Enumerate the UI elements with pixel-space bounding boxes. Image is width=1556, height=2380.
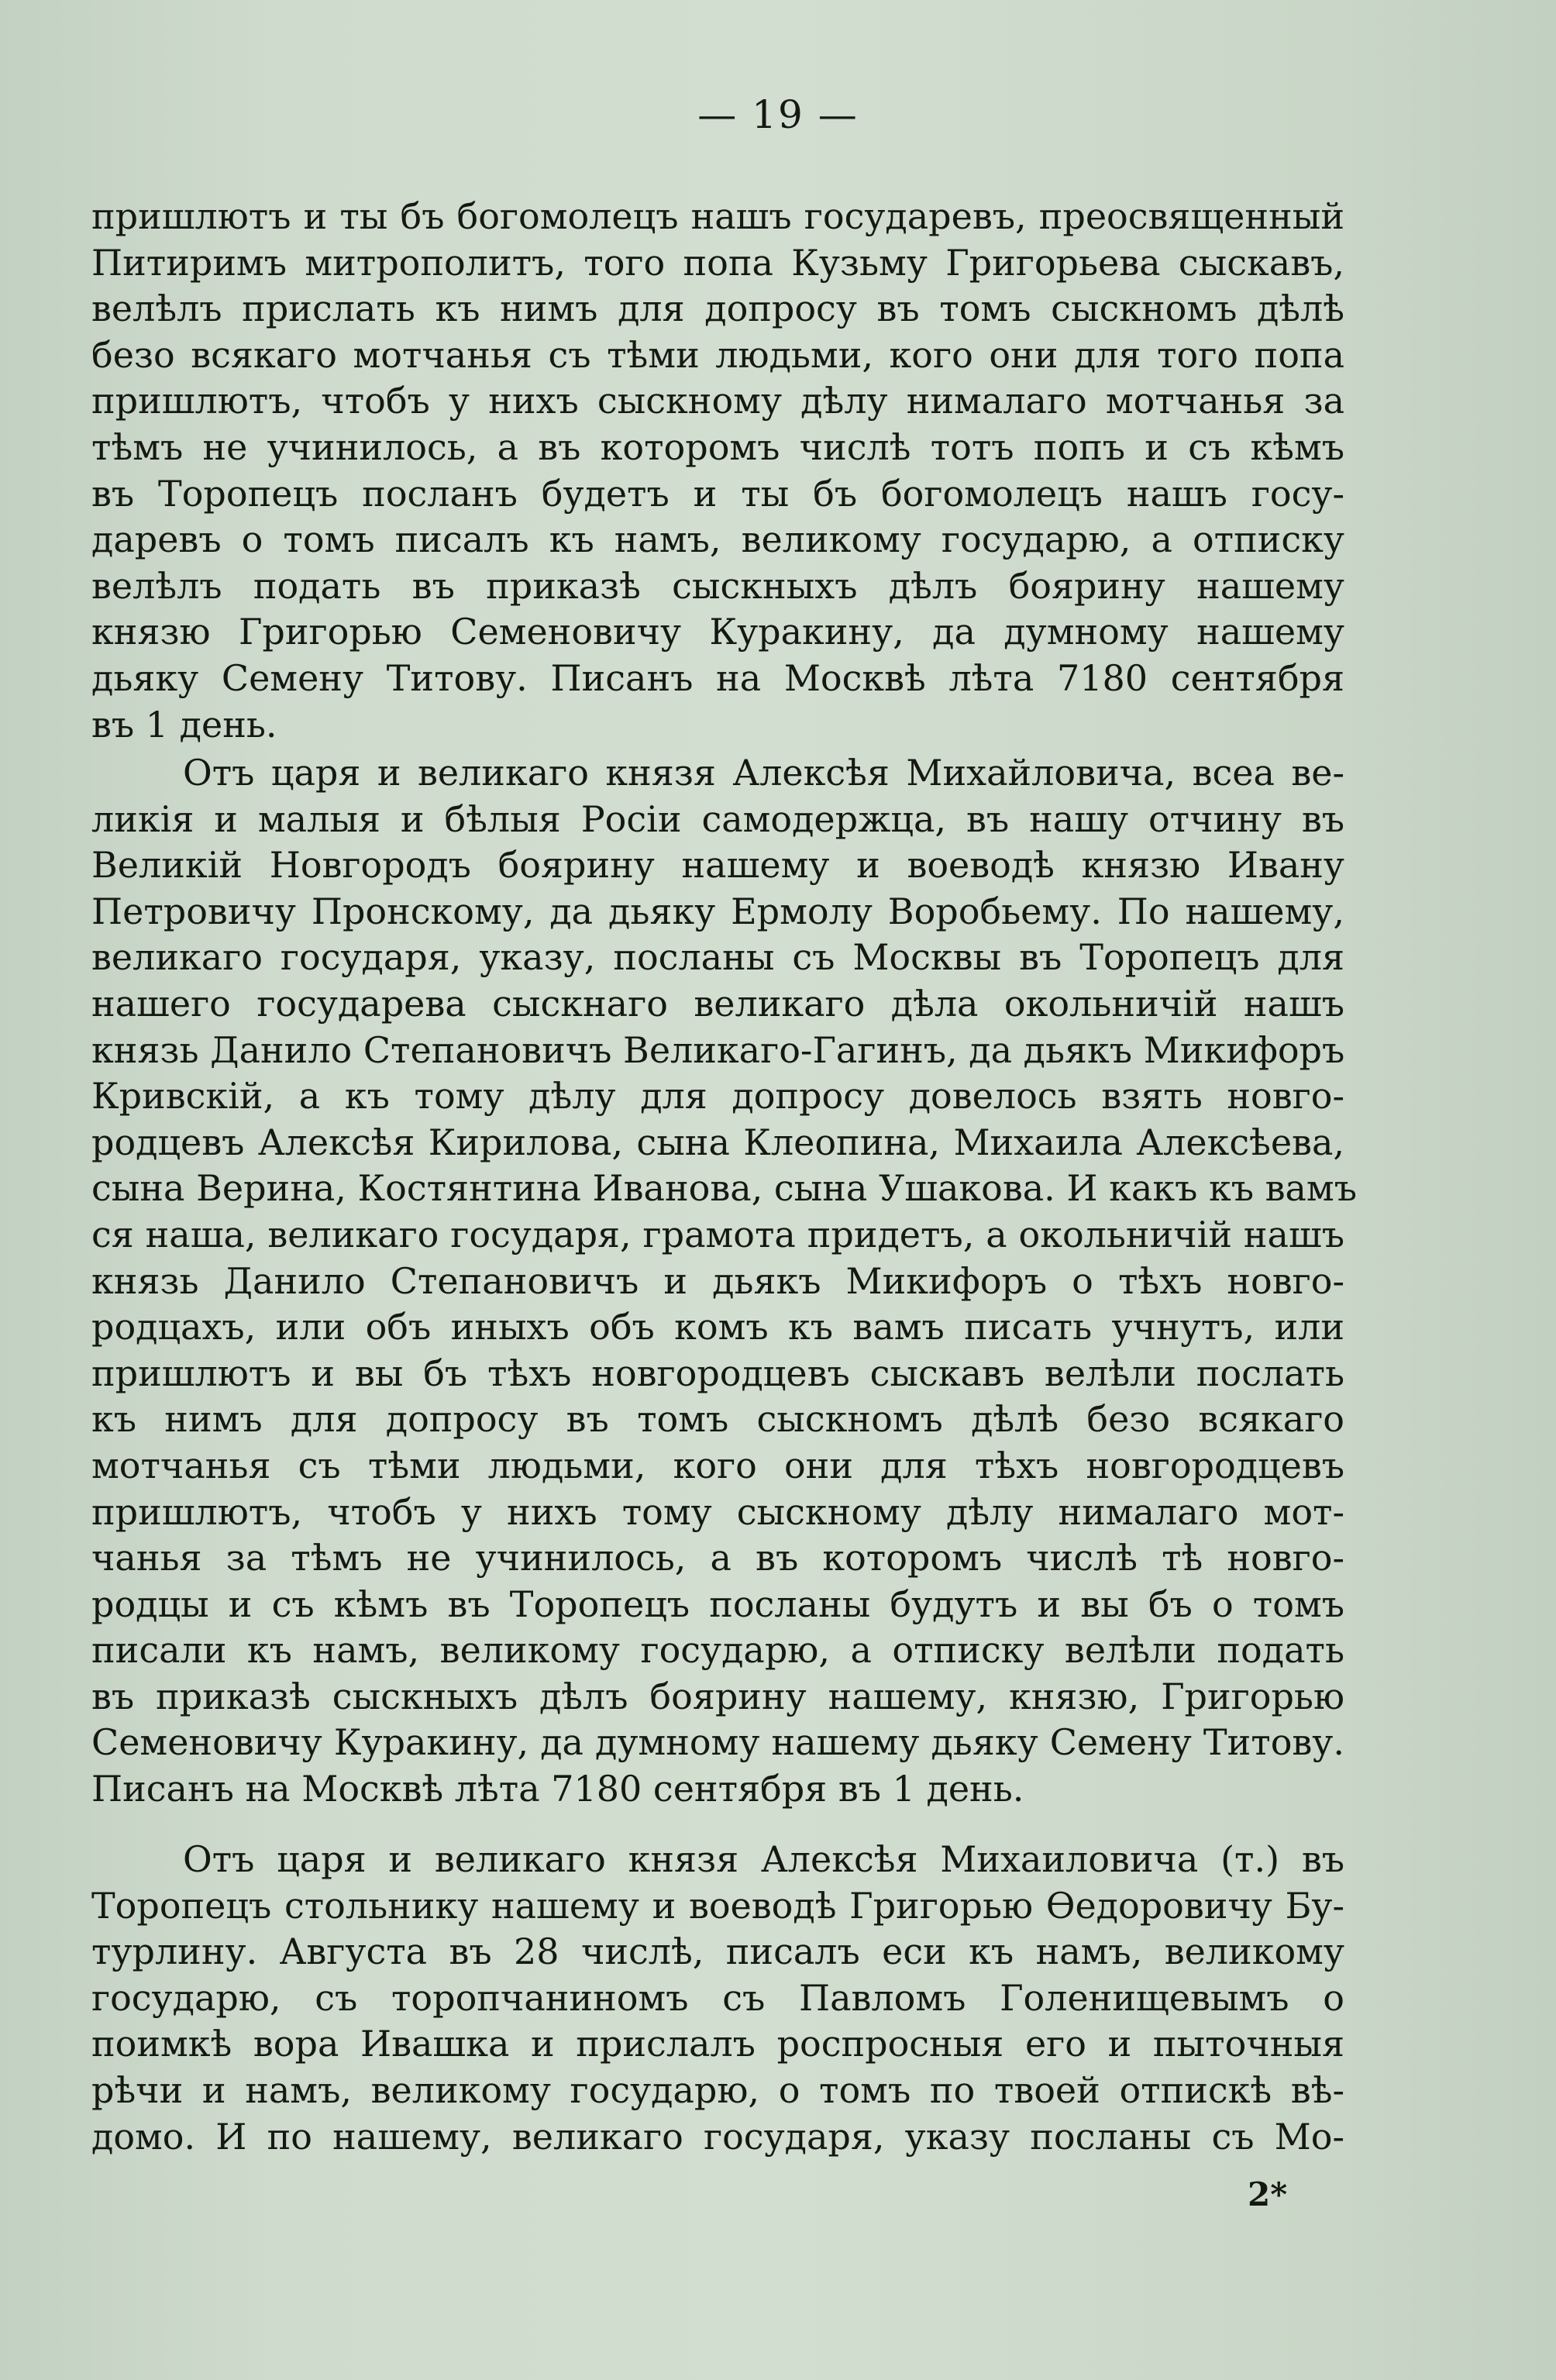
text-line: рѣчи и намъ, великому государю, о томъ по твоей отпискѣ вѣ- bbox=[91, 2068, 1344, 2111]
text-line: князь Данило Степановичъ Великаго-Гагинъ, да дьякъ Микифоръ bbox=[91, 1028, 1345, 1071]
text-line: великаго государя, указу, посланы съ Москвы въ Торопецъ для bbox=[91, 936, 1344, 979]
text-line: Кривскій, а къ тому дѣлу для допросу довелось взять новго- bbox=[91, 1075, 1344, 1118]
text-line: писали къ намъ, великому государю, а отписку велѣли подать bbox=[91, 1629, 1344, 1672]
text-line: чанья за тѣмъ не учинилось, а въ которомъ числѣ тѣ новго- bbox=[91, 1537, 1344, 1579]
text-line: Отъ царя и великаго князя Алексѣя Михайловича, всеа ве- bbox=[183, 752, 1344, 794]
text-line: велѣлъ подать въ приказѣ сыскныхъ дѣлъ боярину нашему bbox=[91, 564, 1344, 607]
text-line: въ 1 день. bbox=[91, 703, 277, 746]
text-line: турлину. Августа въ 28 числѣ, писалъ еси къ намъ, великому bbox=[91, 1931, 1344, 1973]
text-line: князю Григорью Семеновичу Куракину, да думному нашему bbox=[91, 611, 1344, 653]
text-line: пришлютъ и ты бъ богомолецъ нашъ государевъ, преосвященный bbox=[91, 195, 1344, 237]
text-line: въ Торопецъ посланъ будетъ и ты бъ богомолецъ нашъ госу- bbox=[91, 472, 1344, 515]
text-line: ликія и малыя и бѣлыя Росіи самодержца, въ нашу отчину въ bbox=[91, 797, 1344, 840]
text-line: ся наша, великаго государя, грамота придетъ, а окольничій нашъ bbox=[91, 1213, 1344, 1255]
text-line: Семеновичу Куракину, да думному нашему дьяку Семену Титову. bbox=[91, 1721, 1344, 1764]
text-line: князь Данило Степановичъ и дьякъ Микифоръ о тѣхъ новго- bbox=[91, 1259, 1344, 1302]
text-line: пришлютъ, чтобъ у нихъ сыскному дѣлу нималаго мотчанья за bbox=[91, 380, 1344, 422]
text-line: поимкѣ вора Ивашка и прислалъ роспросныя его и пыточныя bbox=[91, 2023, 1344, 2065]
text-line: родцахъ, или объ иныхъ объ комъ къ вамъ писать учнутъ, или bbox=[91, 1306, 1344, 1348]
text-line: нашего государева сыскнаго великаго дѣла окольничій нашъ bbox=[91, 982, 1344, 1025]
page-number: — 19 — bbox=[697, 92, 859, 137]
text-line: тѣмъ не учинилось, а въ которомъ числѣ тотъ попъ и съ кѣмъ bbox=[91, 425, 1344, 468]
text-line: даревъ о томъ писалъ къ намъ, великому государю, а отписку bbox=[91, 518, 1344, 561]
paragraph-3 bbox=[91, 1837, 1344, 2160]
text-line: государю, съ торопчаниномъ съ Павломъ Голенищевымъ о bbox=[91, 1976, 1344, 2019]
text-line: къ нимъ для допросу въ томъ сыскномъ дѣлѣ безо всякаго bbox=[91, 1398, 1344, 1441]
text-line: велѣлъ прислать къ нимъ для допросу въ томъ сыскномъ дѣлѣ bbox=[91, 288, 1344, 330]
text-line: домо. И по нашему, великаго государя, указу посланы съ Мо- bbox=[91, 2115, 1344, 2158]
paragraph-1 bbox=[91, 194, 1344, 748]
text-line: безо всякаго мотчанья съ тѣми людьми, кого они для того попа bbox=[91, 333, 1344, 376]
text-line: Писанъ на Москвѣ лѣта 7180 сентября въ 1 день. bbox=[91, 1768, 1024, 1810]
text-line: мотчанья съ тѣми людьми, кого они для тѣхъ новгородцевъ bbox=[91, 1444, 1344, 1486]
text-line: дьяку Семену Титову. Писанъ на Москвѣ лѣта 7180 сентября bbox=[91, 656, 1344, 699]
paragraph-2 bbox=[91, 750, 1357, 1813]
text-line: пришлютъ и вы бъ тѣхъ новгородцевъ сыскавъ велѣли послать bbox=[91, 1352, 1344, 1394]
text-line: Петровичу Пронскому, да дьяку Ермолу Воробьему. По нашему, bbox=[91, 890, 1344, 932]
text-line: сына Верина, Костянтина Иванова, сына Ушакова. И какъ къ вамъ bbox=[91, 1167, 1357, 1210]
text-line: Торопецъ стольнику нашему и воеводѣ Григорью Ѳедоровичу Бу- bbox=[91, 1884, 1344, 1927]
text-line: Питиримъ митрополитъ, того попа Кузьму Григорьева сыскавъ, bbox=[91, 241, 1344, 284]
text-line: родцевъ Алексѣя Кирилова, сына Клеопина, Михаила Алексѣева, bbox=[91, 1121, 1344, 1163]
printer-signature-mark: 2* bbox=[1248, 2175, 1288, 2213]
text-line: родцы и съ кѣмъ въ Торопецъ посланы будутъ и вы бъ о томъ bbox=[91, 1583, 1344, 1625]
text-line: пришлютъ, чтобъ у нихъ тому сыскному дѣлу нималаго мот- bbox=[91, 1490, 1344, 1533]
text-line: въ приказѣ сыскныхъ дѣлъ боярину нашему, князю, Григорью bbox=[91, 1675, 1344, 1717]
text-line: Отъ царя и великаго князя Алексѣя Михаиловича (т.) въ bbox=[183, 1838, 1344, 1880]
text-line: Великій Новгородъ боярину нашему и воеводѣ князю Ивану bbox=[91, 844, 1344, 887]
